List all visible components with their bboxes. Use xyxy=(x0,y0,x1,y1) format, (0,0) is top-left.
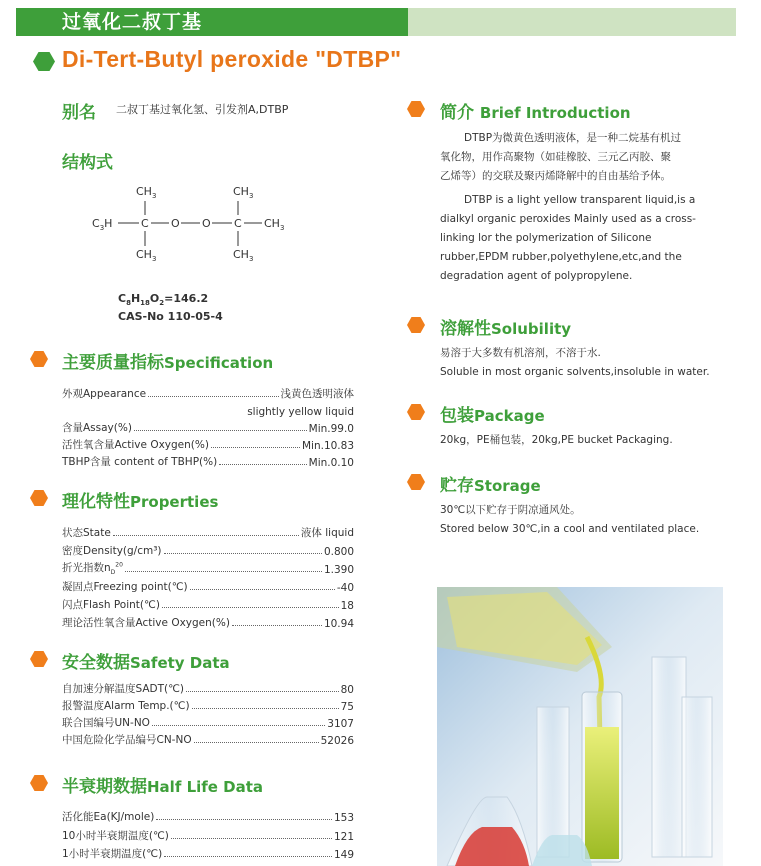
safety-row-cn-no: 中国危险化学品编号CN-NO 52026 xyxy=(62,734,354,747)
intro-heading: 简介 Brief Introduction xyxy=(440,103,631,123)
prop-row-theoretical-oxygen: 理论活性氧含量Active Oxygen(%) 10.94 xyxy=(62,617,354,630)
left-c: C xyxy=(141,217,149,230)
safety-row-sadt: 自加速分解温度SADT(℃) 80 xyxy=(62,683,354,696)
specification-heading: 主要质量指标Specification xyxy=(62,353,274,373)
halflife-heading: 半衰期数据Half Life Data xyxy=(62,777,264,797)
left-ch3: $C_3H$ xyxy=(92,217,113,232)
structural-formula xyxy=(88,180,308,270)
cas-number: CAS-No 110-05-4 xyxy=(118,310,223,323)
lab-glassware-photo xyxy=(437,587,723,866)
right-top-ch3: $CH_3$ xyxy=(233,185,254,200)
safety-heading: 安全数据Safety Data xyxy=(62,653,230,673)
properties-heading: 理化特性Properties xyxy=(62,492,219,512)
intro-bullet-icon xyxy=(407,101,425,117)
storage-text: 30℃以下贮存于阴凉通风处。 Stored below 30℃,in a cool and ventilated place. xyxy=(440,504,700,535)
right-c: C xyxy=(234,217,242,230)
properties-bullet-icon xyxy=(30,490,48,506)
halflife-row-1h: 1小时半衰期温度(℃) 149 xyxy=(62,848,354,861)
storage-bullet-icon xyxy=(407,474,425,490)
left-bottom-ch3: $CH_3$ xyxy=(136,248,157,263)
prop-row-freezing-point: 凝固点Freezing point(℃) -40 xyxy=(62,581,354,594)
halflife-row-ea: 活化能Ea(KJ/mole) 153 xyxy=(62,811,354,824)
package-heading: 包装Package xyxy=(440,406,545,426)
storage-heading: 贮存Storage xyxy=(440,476,541,496)
package-text: 20kg，PE桶包装，20kg,PE bucket Packaging. xyxy=(440,434,673,446)
heading-bullet-icon xyxy=(33,52,55,71)
halflife-bullet-icon xyxy=(30,775,48,791)
left-top-ch3: $CH_3$ xyxy=(136,185,157,200)
alias-label: 别名 xyxy=(62,103,96,123)
structure-label: 结构式 xyxy=(62,153,113,173)
spec-row-appearance-en: slightly yellow liquid xyxy=(247,406,354,418)
intro-cn-paragraph: DTBP为微黄色透明液体，是一种二烷基有机过 氧化物，用作高聚物（如硅橡胶、三元乙丙胶、聚 乙烯等）的交联及聚丙烯降解中的自由基给予体。 xyxy=(440,132,682,182)
spec-row-active-oxygen: 活性氧含量Active Oxygen(%) Min.10.83 xyxy=(62,439,354,452)
solubility-bullet-icon xyxy=(407,317,425,333)
page-banner-title: 过氧化二叔丁基 xyxy=(62,11,203,33)
solubility-text: 易溶于大多数有机溶剂，不溶于水. Soluble in most organic solvents,insoluble in water. xyxy=(440,347,710,378)
safety-bullet-icon xyxy=(30,651,48,667)
prop-row-density: 密度Density(g/cm³) 0.800 xyxy=(62,545,354,558)
specification-bullet-icon xyxy=(30,351,48,367)
spec-row-tbhp: TBHP含量 content of TBHP(%) Min.0.10 xyxy=(62,456,354,469)
intro-en-paragraph: DTBP is a light yellow transparent liquid,is a dialkyl organic peroxides Mainly used as a cross- linking lor the polymerization of Silicone rubber,EPDM rubber,polyethylene,etc,and the degradation agent of polypropylene. xyxy=(440,194,696,282)
package-bullet-icon xyxy=(407,404,425,420)
prop-row-state: 状态State 液体 liquid xyxy=(62,527,354,539)
molecular-formula: $C_8H_{18}O_2=146.2$ xyxy=(118,292,209,308)
spec-row-assay: 含量Assay(%) Min.99.0 xyxy=(62,422,354,435)
safety-row-alarm-temp: 报警温度Alarm Temp.(℃) 75 xyxy=(62,700,354,713)
prop-row-refractive-index: 折光指数$n_D^{20}$ 1.390 xyxy=(62,561,354,576)
safety-row-un-no: 联合国编号UN-NO 3107 xyxy=(62,717,354,730)
page-title: Di-Tert-Butyl peroxide "DTBP" xyxy=(62,46,402,72)
halflife-row-10h: 10小时半衰期温度(℃) 121 xyxy=(62,830,354,843)
right-ch3: $CH_3$ xyxy=(264,217,285,232)
solubility-heading: 溶解性Solubility xyxy=(440,319,572,339)
prop-row-flash-point: 闪点Flash Point(℃) 18 xyxy=(62,599,354,612)
right-o: O xyxy=(202,217,211,230)
right-bottom-ch3: $CH_3$ xyxy=(233,248,254,263)
left-o: O xyxy=(171,217,180,230)
spec-row-appearance: 外观Appearance 浅黄色透明液体 xyxy=(62,388,354,400)
alias-text: 二叔丁基过氧化氢、引发剂A,DTBP xyxy=(116,103,289,116)
